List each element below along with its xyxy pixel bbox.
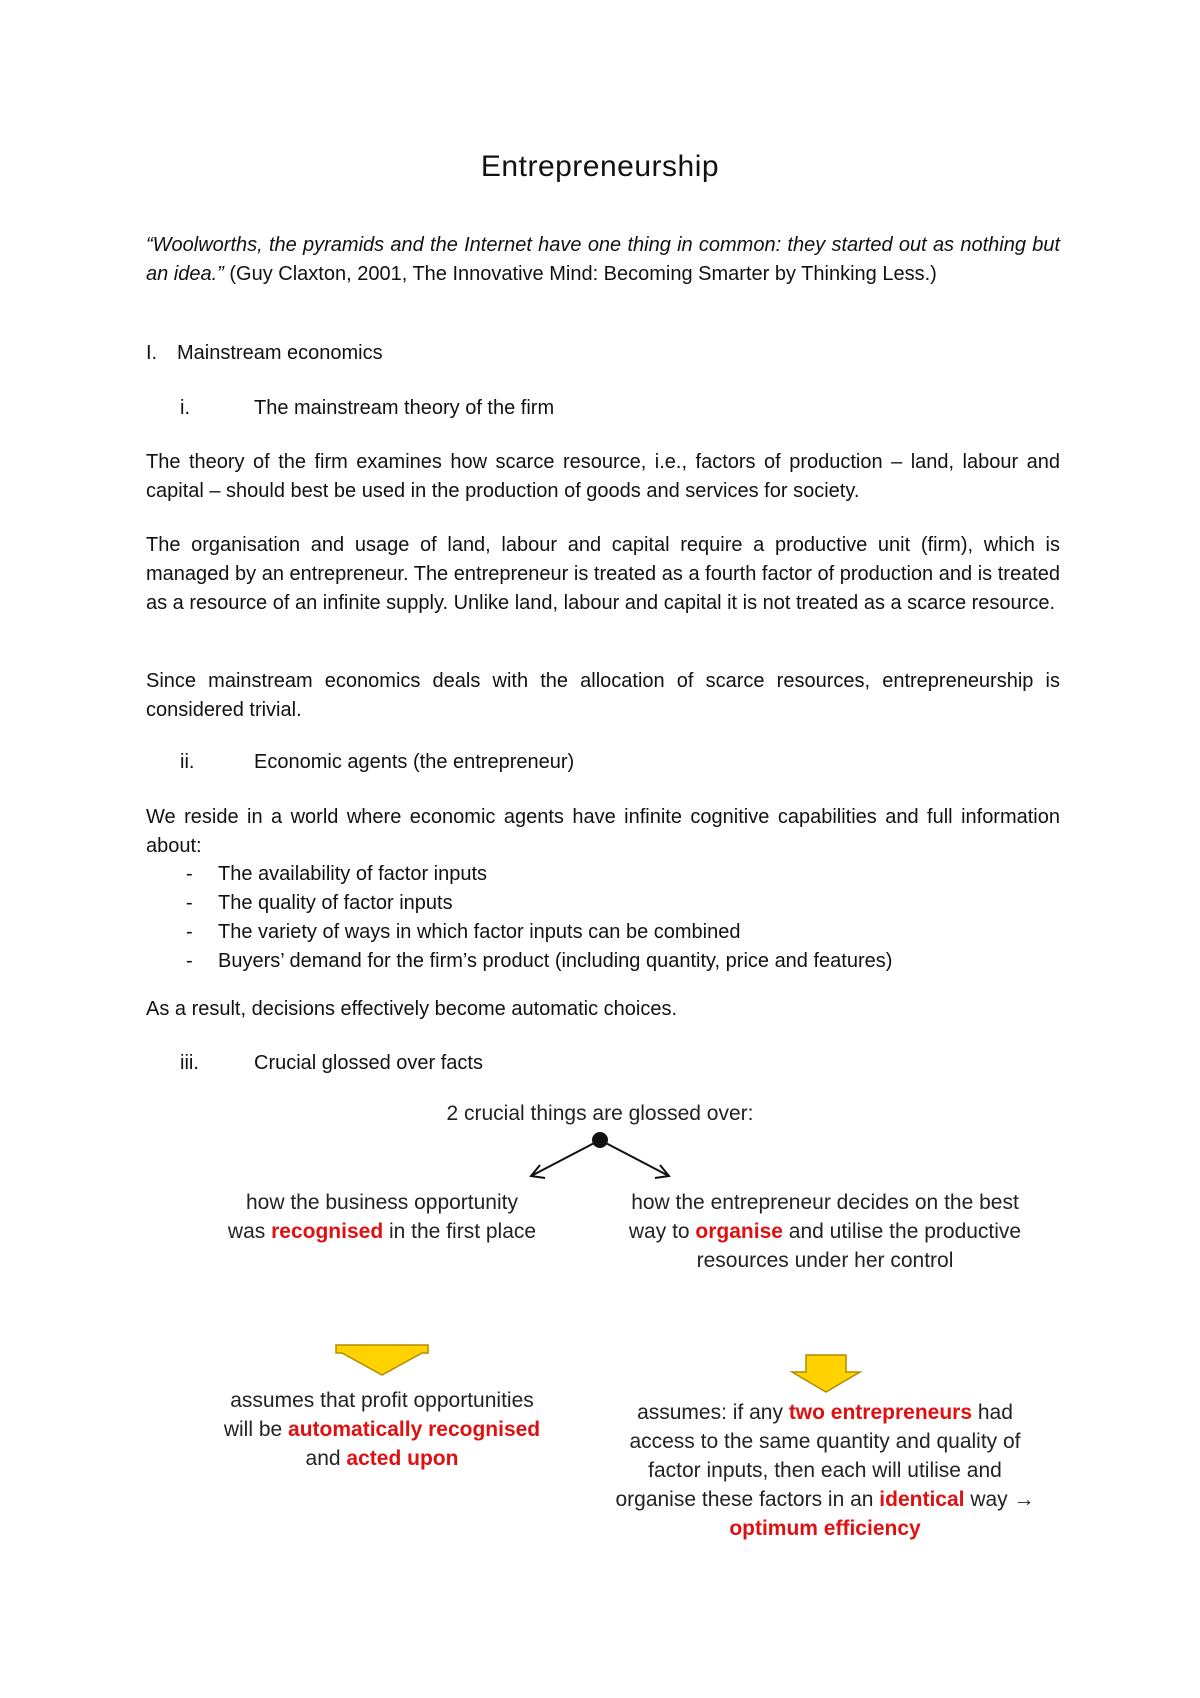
diagram-text-line [174,1444,590,1473]
list-item [146,889,1060,918]
diagram-text-line [190,1217,574,1246]
subsection-number: ii. [180,751,195,773]
subsection-number: iii. [180,1052,199,1074]
section-number: I. [146,342,158,364]
subsection-heading: The mainstream theory of the firm [254,397,555,419]
quote-citation: (Guy Claxton, 2001, The Innovative Mind: Becoming Smarter by Thinking Less.) [223,263,937,285]
diagram-text-line: resources under her control [696,1249,954,1272]
paragraph: As a result, decisions effectively become automatic choices. [146,998,677,1020]
diagram-top-label: 2 crucial things are glossed over: [446,1102,754,1125]
list-item [146,860,1060,889]
bullet-marker: - [186,921,193,943]
diagram-text-line: how the entrepreneur decides on the best [631,1191,1019,1214]
arrowhead-right-icon [655,1165,669,1178]
paragraph: The organisation and usage of land, labour and capital require a productive unit (firm), which is managed by an entrepreneur. The entrepreneur is treated as a fourth factor of production and is treated as a resource of an infinite supply. Unlike land, labour and capital it is not treated as a scarce resource. [146,534,1060,614]
subsection-heading: Crucial glossed over facts [254,1052,483,1074]
bullet-marker: - [186,950,193,972]
down-arrow-left-icon [336,1345,428,1375]
diagram-node-dot [592,1132,608,1148]
list-item-text: The variety of ways in which factor inputs can be combined [218,921,741,943]
diagram-right-result [600,1398,1050,1543]
diagram-branch-right [600,1140,667,1175]
highlighted-term: acted upon [346,1447,459,1470]
text-run: and [305,1447,347,1470]
diagram-text-line [600,1398,1050,1427]
bullet-marker: - [186,863,193,885]
bullet-marker: - [186,892,193,914]
highlighted-term: two entrepreneurs [788,1401,973,1424]
bullet-list [146,860,1060,976]
text-run: way → [964,1488,1035,1511]
highlighted-term: optimum efficiency [729,1517,921,1540]
text-run: and utilise the productive [782,1220,1022,1243]
subsection-heading: Economic agents (the entrepreneur) [254,751,575,773]
opening-quote [146,231,1060,289]
diagram-text-line: access to the same quantity and quality of [629,1430,1021,1453]
diagram-left-box [190,1188,574,1246]
diagram-text-line [600,1485,1050,1514]
text-run: assumes: if any [637,1401,789,1424]
quote-text: “Woolworths, the pyramids and the Internet have one thing in common: they started out as nothing but an idea.” [146,234,1060,285]
highlighted-term: identical [879,1488,965,1511]
highlighted-term: organise [695,1220,783,1243]
diagram-text-line: how the business opportunity [245,1191,518,1214]
list-item [146,947,1060,976]
list-item-text: Buyers’ demand for the firm’s product (including quantity, price and features) [218,950,893,972]
text-run: organise these factors in an [615,1488,880,1511]
page-title: Entrepreneurship [480,150,720,183]
paragraph: The theory of the firm examines how scarce resource, i.e., factors of production – land, labour and capital – should best be used in the production of goods and services for society. [146,451,1060,502]
highlighted-term: recognised [271,1220,384,1243]
diagram-branch-left [533,1140,600,1175]
arrowhead-left-icon [531,1165,545,1178]
diagram-text-line [600,1217,1050,1246]
paragraph: Since mainstream economics deals with the allocation of scarce resources, entrepreneurship is considered trivial. [146,670,1060,721]
list-item-text: The availability of factor inputs [218,863,488,885]
diagram-text-line [600,1514,1050,1543]
down-arrow-right-icon [792,1355,860,1392]
list-item [146,918,1060,947]
paragraph: We reside in a world where economic agents have infinite cognitive capabilities and full information about: [146,806,1060,857]
text-run: in the first place [383,1220,537,1243]
diagram-text-line: assumes that profit opportunities [230,1389,534,1412]
text-run: had [972,1401,1013,1424]
text-run: will be [223,1418,289,1441]
section-heading: Mainstream economics [177,342,383,364]
highlighted-term: automatically recognised [288,1418,541,1441]
subsection-number: i. [180,397,190,419]
text-run: way to [628,1220,696,1243]
diagram-right-box [600,1188,1050,1275]
list-item-text: The quality of factor inputs [218,892,453,914]
text-run: was [227,1220,272,1243]
diagram-left-result [174,1386,590,1473]
diagram-text-line: factor inputs, then each will utilise and [648,1459,1002,1482]
diagram-text-line [174,1415,590,1444]
